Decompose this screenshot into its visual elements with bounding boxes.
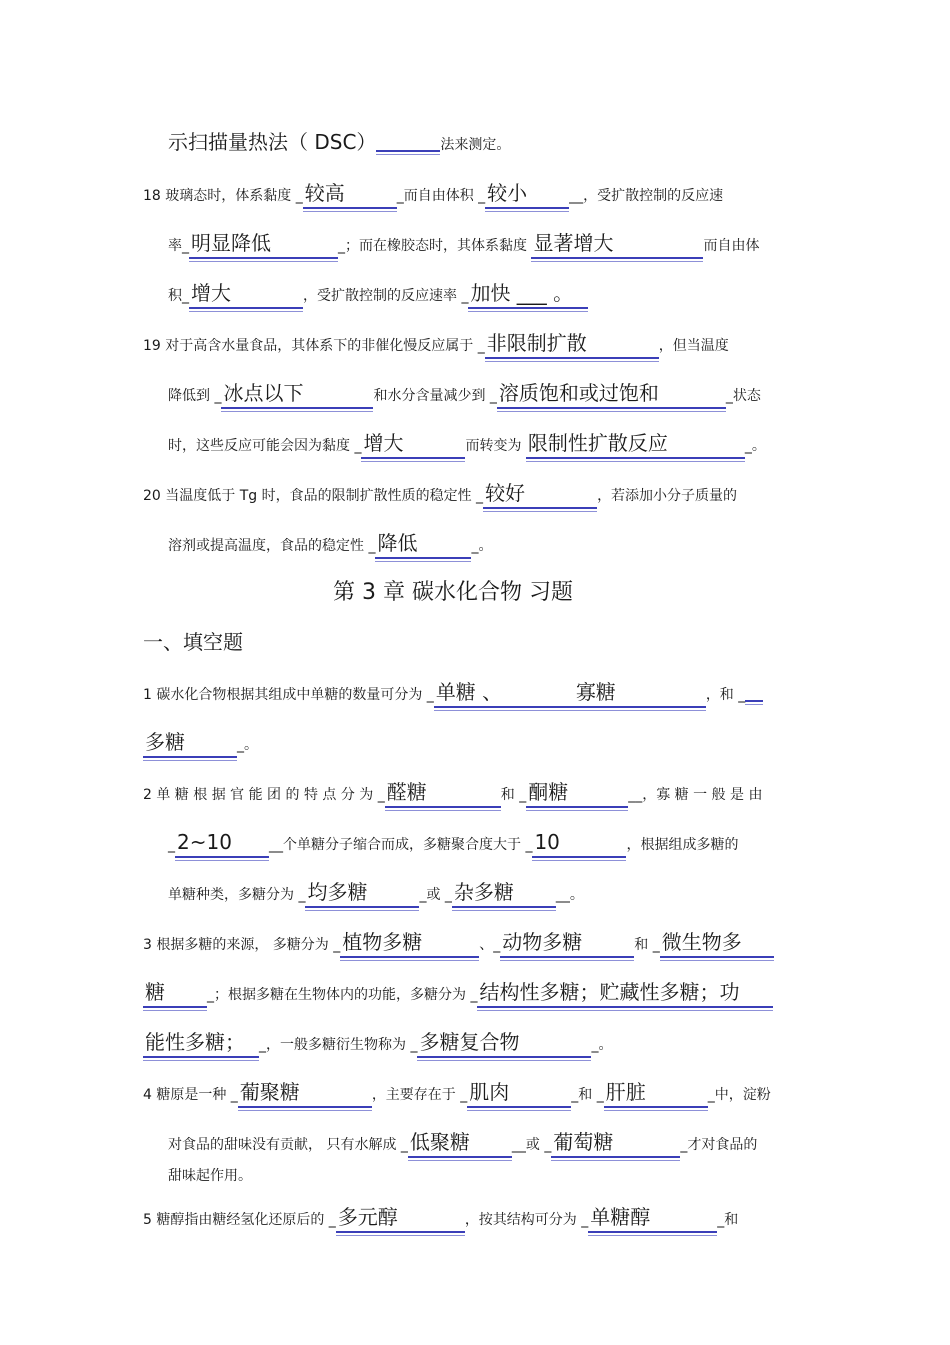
- text-line: [168, 880, 584, 907]
- answer-blank[interactable]: 肝脏: [604, 1080, 708, 1105]
- question-text: 时，这些反应可能会因为黏度 _: [168, 438, 362, 454]
- answer-blank[interactable]: 微生物多: [660, 930, 774, 955]
- text-line: [143, 181, 723, 208]
- question-text: 降低到 _: [168, 388, 222, 404]
- answer-blank[interactable]: 降低: [375, 531, 471, 556]
- answer-blank[interactable]: 多元醇: [336, 1205, 465, 1230]
- text-line: [168, 1164, 252, 1188]
- answer-blank[interactable]: 动物多糖: [500, 930, 634, 955]
- question-text: 和水分含量减少到 _: [373, 388, 497, 404]
- text-line: [168, 830, 738, 857]
- question-text: 积_: [168, 288, 189, 304]
- question-text: ，若添加小分子质量的: [597, 488, 738, 504]
- question-text: __，受扩散控制的反应速: [569, 188, 724, 204]
- answer-blank[interactable]: 肌肉: [467, 1080, 571, 1105]
- question-text: _。: [591, 1037, 613, 1053]
- question-text: 单糖种类，多糖分为 _: [168, 887, 306, 903]
- question-text: _而自由体积 _: [396, 188, 486, 204]
- question-text: ，主要存在于 _: [371, 1087, 468, 1103]
- question-text: _: [168, 837, 175, 853]
- text-line: [168, 431, 766, 458]
- answer-blank[interactable]: 糖: [143, 980, 207, 1005]
- answer-blank[interactable]: 多糖复合物: [417, 1030, 591, 1055]
- question-text: _才对食品的: [680, 1137, 758, 1153]
- answer-blank[interactable]: 2~10: [175, 830, 269, 855]
- question-text: __或 _: [511, 1137, 552, 1153]
- question-text: ，受扩散控制的反应速率 _: [303, 288, 469, 304]
- question-text: 而转变为: [465, 438, 526, 454]
- text-line: [143, 1205, 738, 1232]
- answer-blank[interactable]: 杂多糖: [452, 880, 556, 905]
- answer-blank[interactable]: 结构性多糖；贮藏性多糖；功: [477, 980, 773, 1005]
- answer-blank[interactable]: 均多糖: [305, 880, 419, 905]
- text-line: [143, 930, 774, 957]
- text-line: [143, 1030, 612, 1057]
- text-line: [143, 481, 737, 508]
- question-text: 20 当温度低于 Tg 时，食品的限制扩散性质的稳定性 _: [143, 488, 484, 504]
- question-text: 、_: [479, 937, 501, 953]
- question-text: _。: [237, 737, 258, 753]
- text-line: [143, 331, 729, 358]
- text-line: [143, 980, 773, 1007]
- answer-blank[interactable]: 明显降低: [189, 231, 338, 256]
- text-line: [168, 531, 492, 558]
- text-line: [143, 1080, 771, 1107]
- answer-blank[interactable]: 多糖: [143, 730, 237, 755]
- answer-blank[interactable]: 较高: [303, 181, 397, 206]
- answer-blank[interactable]: 较小: [485, 181, 569, 206]
- answer-blank[interactable]: 能性多糖；: [143, 1030, 259, 1055]
- answer-blank[interactable]: [376, 148, 440, 149]
- text-line: [168, 281, 588, 308]
- question-text: _。: [744, 438, 766, 454]
- question-text: _。: [471, 538, 493, 554]
- question-text: 4 糖原是一种 _: [143, 1087, 238, 1103]
- section-title: 一、填空题: [143, 630, 243, 654]
- text-line: [143, 680, 763, 707]
- answer-blank[interactable]: 非限制扩散: [485, 331, 659, 356]
- question-text: ，按其结构可分为 _: [464, 1212, 589, 1228]
- question-text: 溶剂或提高温度，食品的稳定性 _: [168, 538, 376, 554]
- question-text: 和 _: [634, 937, 660, 953]
- answer-blank[interactable]: 葡萄糖: [551, 1130, 680, 1155]
- answer-blank[interactable]: 溶质饱和或过饱和: [497, 381, 726, 406]
- question-text: ，但当温度: [658, 338, 729, 354]
- answer-blank[interactable]: [745, 698, 763, 699]
- answer-blank[interactable]: 较好: [483, 481, 597, 506]
- question-text: __。: [555, 887, 584, 903]
- text-line: [168, 1130, 757, 1157]
- question-text: __个单糖分子缩合而成，多糖聚合度大于 _: [269, 837, 533, 853]
- question-text: _；根据多糖在生物体内的功能，多糖分为 _: [207, 987, 478, 1003]
- question-text: 3 根据多糖的来源， 多糖分为 _: [143, 937, 341, 953]
- question-text: 5 糖醇指由糖经氢化还原后的 _: [143, 1212, 336, 1228]
- question-text: _和: [717, 1212, 739, 1228]
- question-text: 甜味起作用。: [168, 1168, 252, 1184]
- question-text: 法来测定。: [440, 137, 511, 153]
- answer-blank[interactable]: 低聚糖: [408, 1130, 512, 1155]
- answer-blank[interactable]: 冰点以下: [221, 381, 373, 406]
- question-text: ，和 _: [705, 687, 746, 703]
- answer-blank[interactable]: 限制性扩散反应: [526, 431, 745, 456]
- answer-blank[interactable]: 增大: [189, 281, 303, 306]
- question-text: _，一般多糖衍生物称为 _: [259, 1037, 418, 1053]
- question-text: 而自由体: [703, 238, 760, 254]
- text-line: [168, 381, 761, 408]
- question-text: 19 对于高含水量食品，其体系下的非催化慢反应属于 _: [143, 338, 485, 354]
- text-line: [143, 730, 258, 757]
- answer-blank[interactable]: 增大: [361, 431, 465, 456]
- answer-blank[interactable]: 醛糖: [385, 780, 501, 805]
- question-text: _和 _: [571, 1087, 604, 1103]
- answer-blank[interactable]: 酮糖: [526, 780, 628, 805]
- question-text: _或 _: [419, 887, 452, 903]
- question-text: _状态: [725, 388, 761, 404]
- question-text: 率_: [168, 238, 189, 254]
- text-line: [168, 231, 759, 258]
- question-text: 18 玻璃态时，体系黏度 _: [143, 188, 303, 204]
- question-text: 对食品的甜味没有贡献， 只有水解成 _: [168, 1137, 408, 1153]
- question-text: _中，淀粉: [707, 1087, 771, 1103]
- question-text: 和 _: [500, 787, 527, 803]
- text-line: [143, 780, 762, 807]
- question-text: 1 碳水化合物根据其组成中单糖的数量可分为 _: [143, 687, 434, 703]
- question-text: ，根据组成多糖的: [626, 837, 739, 853]
- answer-blank[interactable]: 显著增大: [531, 231, 703, 256]
- answer-blank[interactable]: 加快 ___ 。: [468, 281, 588, 306]
- question-text: 示扫描量热法（ DSC）: [168, 130, 377, 154]
- question-text: __，寡 糖 一 般 是 由: [628, 787, 763, 803]
- question-text: 2 单 糖 根 据 官 能 团 的 特 点 分 为 _: [143, 787, 385, 803]
- question-text: _；而在橡胶态时，其体系黏度: [338, 238, 532, 254]
- answer-blank[interactable]: 寡糖: [574, 680, 706, 705]
- answer-blank[interactable]: 植物多糖: [340, 930, 479, 955]
- answer-blank[interactable]: 单糖醇: [588, 1205, 717, 1230]
- answer-blank[interactable]: 10: [532, 830, 626, 855]
- text-line: [168, 130, 510, 157]
- chapter-title: 第 3 章 碳水化合物 习题: [333, 580, 573, 605]
- answer-blank[interactable]: 葡聚糖: [238, 1080, 372, 1105]
- answer-blank[interactable]: 单糖 、: [434, 680, 574, 705]
